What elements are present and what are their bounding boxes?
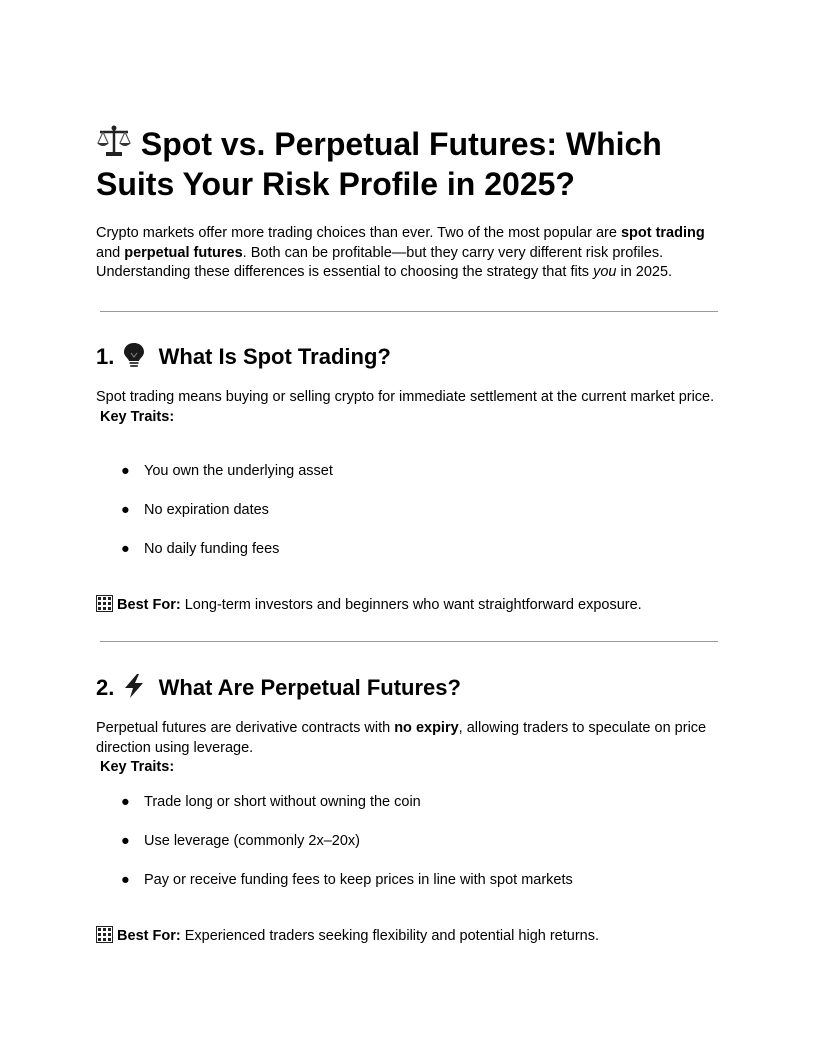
intro-emphasis: you [593, 264, 617, 280]
section-heading-perpetual [96, 673, 720, 702]
divider [100, 641, 718, 642]
divider [100, 311, 718, 312]
intro-bold-perpetual: perpetual futures [124, 244, 243, 261]
best-for-label: Best For: [117, 928, 181, 944]
best-for-text: Experienced traders seeking flexibility and potential high returns. [180, 928, 600, 944]
section-paragraph [96, 719, 720, 778]
balance-scale-icon [96, 124, 132, 158]
lightning-icon [122, 673, 146, 699]
list-item-text: Pay or receive funding fees to keep prices in line with spot markets [144, 872, 573, 888]
best-for-line [96, 595, 720, 615]
bullet-icon: ● [121, 872, 130, 888]
section-paragraph [96, 388, 720, 427]
key-traits-label: Key Traits: [100, 759, 175, 775]
list-item-text: You own the underlying asset [144, 463, 333, 479]
section-heading-spot [96, 342, 720, 371]
best-for-label: Best For: [117, 597, 181, 613]
bar-chart-icon [96, 926, 113, 943]
page-title [96, 124, 720, 204]
section-title: What Are Perpetual Futures? [158, 675, 461, 700]
intro-text-4: in 2025. [616, 264, 673, 280]
best-for-text: Long-term investors and beginners who want straightforward exposure. [180, 597, 642, 613]
spot-definition: Spot trading means buying or selling crypto for immediate settlement at the current market price. [96, 389, 715, 405]
best-for-line [96, 926, 720, 946]
intro-paragraph [96, 224, 720, 283]
title-line-1: Spot vs. Perpetual Futures: Which [140, 126, 662, 162]
lightbulb-icon [122, 342, 146, 368]
bullet-icon: ● [121, 833, 130, 849]
bullet-icon: ● [121, 502, 130, 518]
list-item-text: No daily funding fees [144, 541, 280, 557]
list-item-text: No expiration dates [144, 502, 269, 518]
list-item-text: Trade long or short without owning the coin [144, 794, 421, 810]
list-item-text: Use leverage (commonly 2x–20x) [144, 833, 360, 849]
intro-text-1: Crypto markets offer more trading choices than ever. Two of the most popular are [96, 225, 621, 241]
bar-chart-icon [96, 595, 113, 612]
bullet-icon: ● [121, 541, 130, 557]
key-traits-label: Key Traits: [100, 408, 175, 425]
bullet-icon: ● [121, 794, 130, 810]
section-number: 1. [96, 344, 115, 369]
perp-definition-1: Perpetual futures are derivative contracts with [96, 720, 395, 736]
intro-bold-spot: spot trading [620, 225, 705, 241]
intro-text-2: and [96, 244, 125, 261]
perp-definition-bold: no expiry [394, 720, 459, 736]
section-number: 2. [96, 675, 115, 700]
section-title: What Is Spot Trading? [158, 344, 391, 369]
title-line-2: Suits Your Risk Profile in 2025? [96, 166, 575, 202]
bullet-icon: ● [121, 463, 130, 479]
intro-text-3: . Both can be profitable—but they carry very different risk profiles. Understanding these differences is essential to choosing the strategy that fits [96, 244, 664, 280]
perp-definition-2: , allowing traders to speculate on price direction using leverage. [96, 720, 707, 756]
